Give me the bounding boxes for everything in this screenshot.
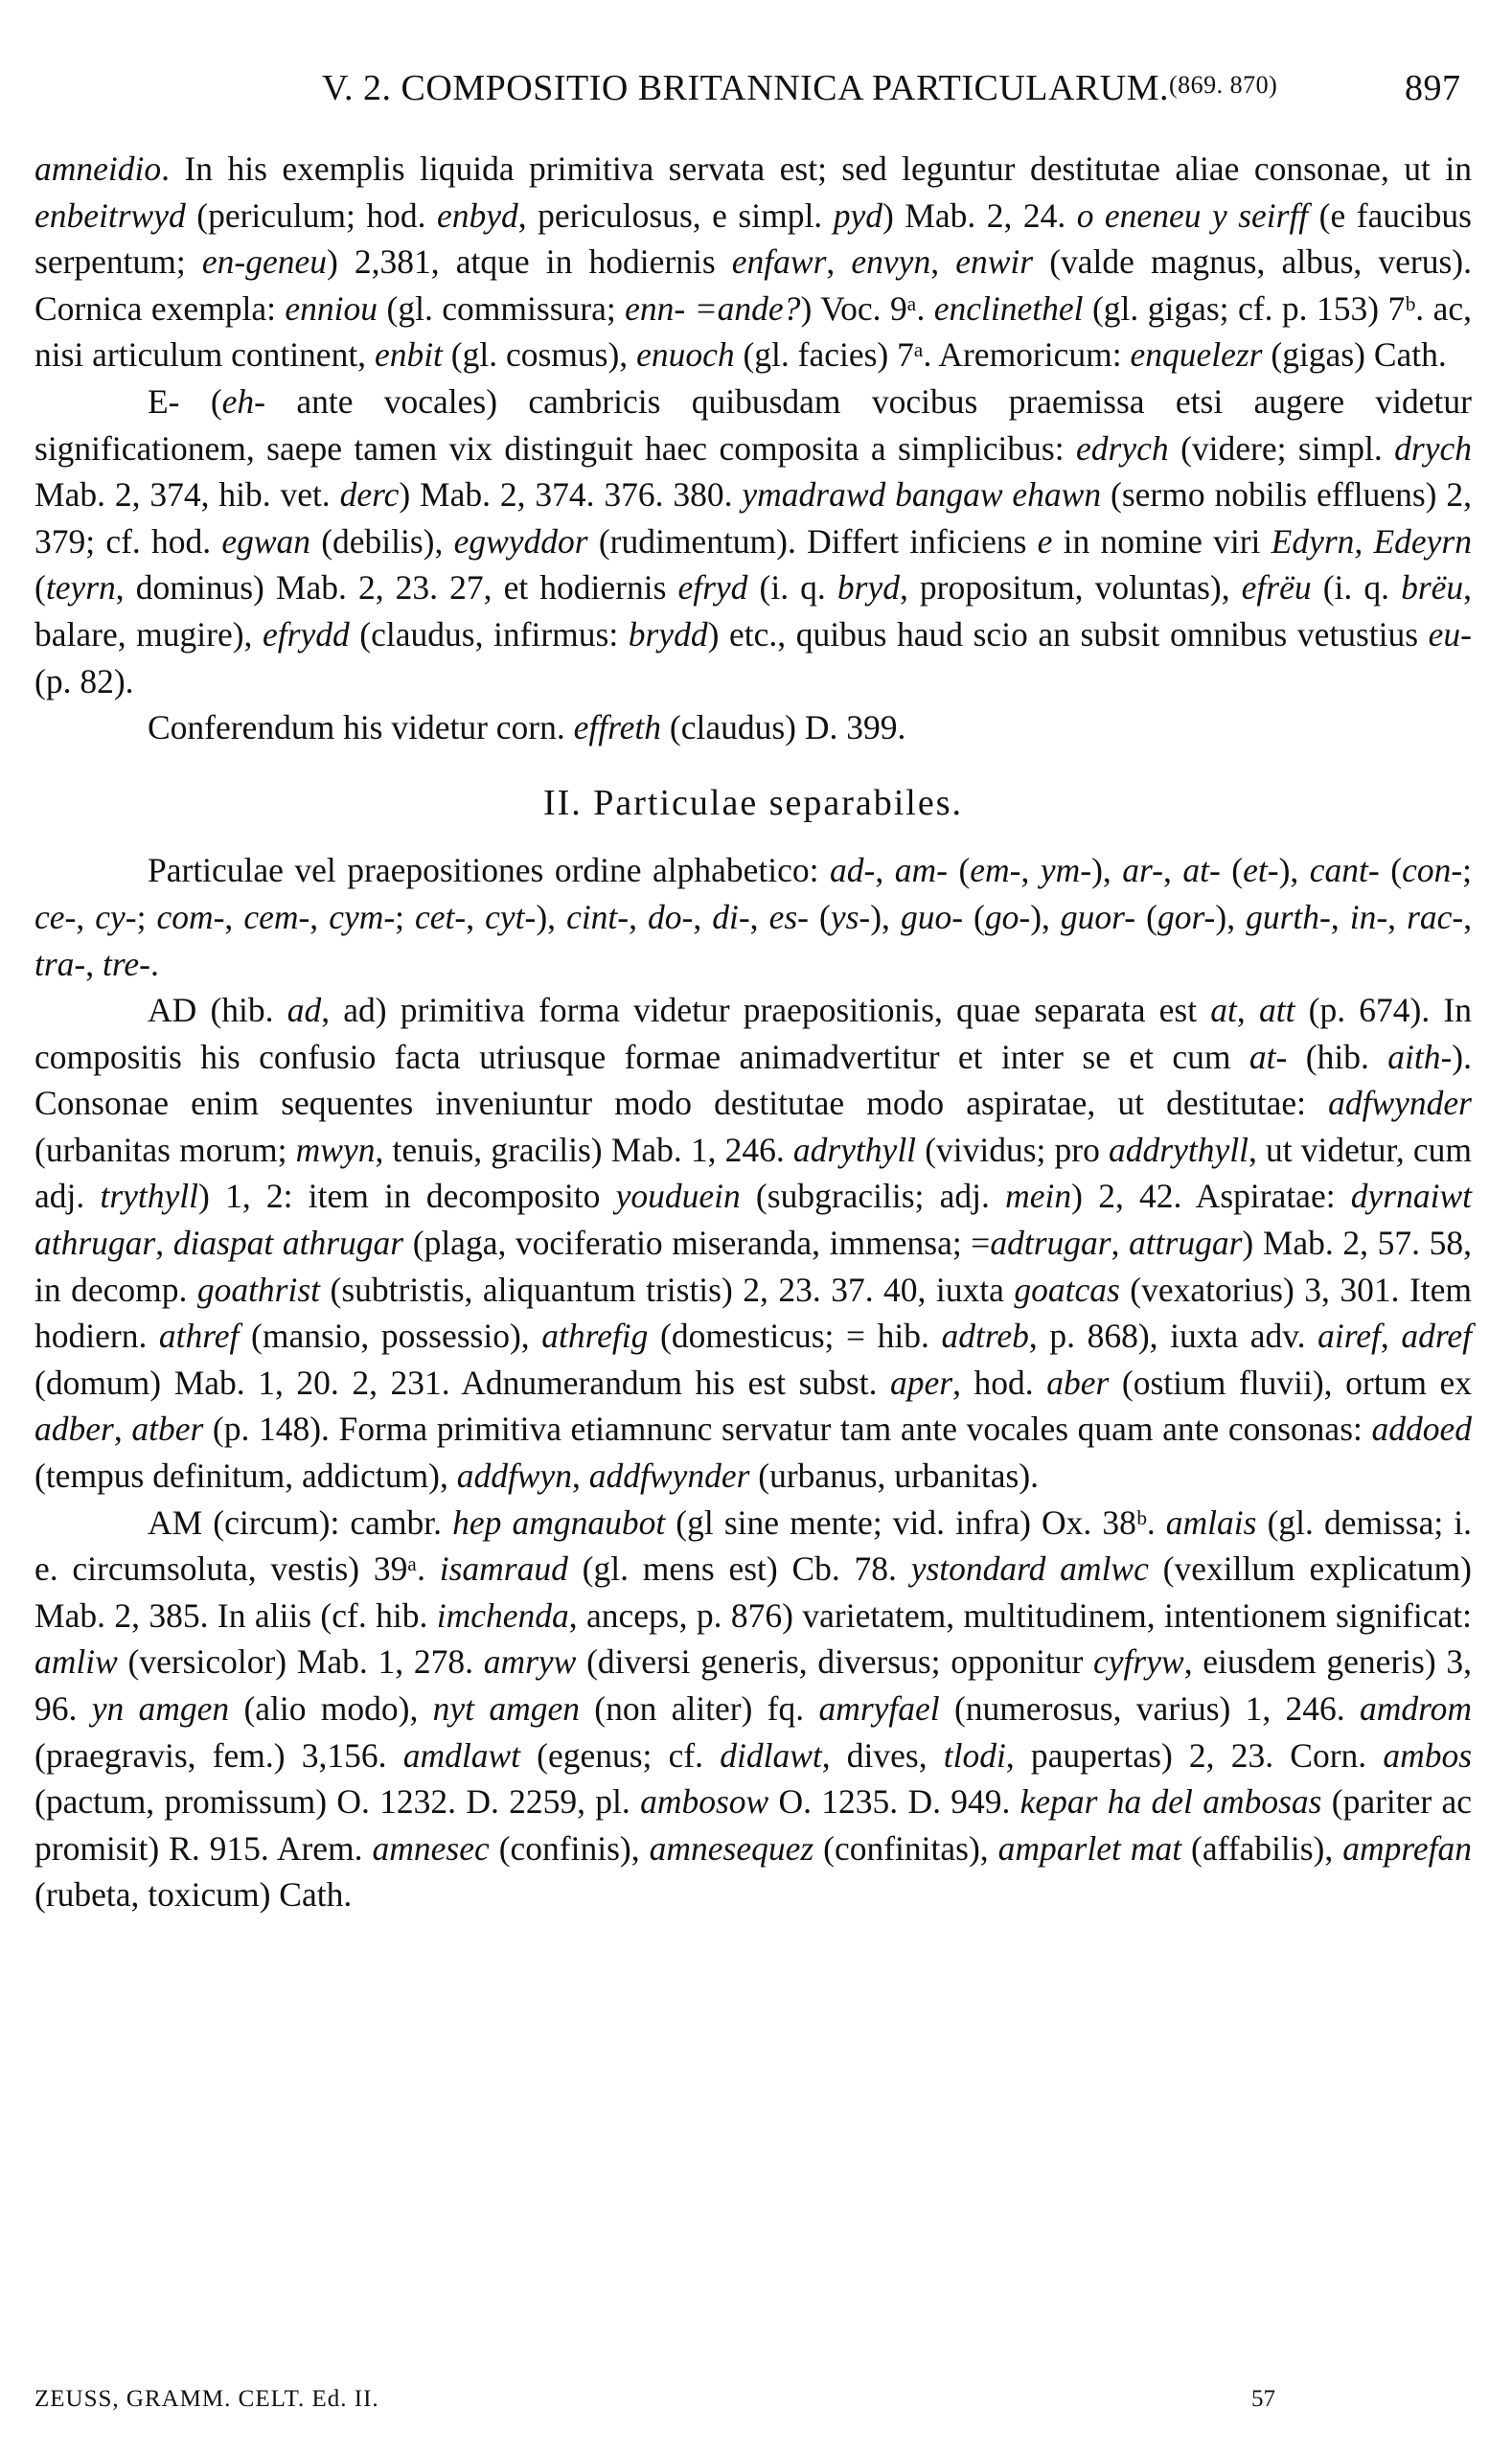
- italic-term: hep amgnaubot: [452, 1503, 666, 1542]
- text-run: ,: [113, 1410, 132, 1449]
- italic-term: amnesequez: [649, 1828, 814, 1868]
- text-run: (: [1135, 897, 1157, 936]
- italic-term: enuoch: [636, 335, 735, 375]
- running-head: [34, 38, 1472, 108]
- text-run: ,: [224, 897, 244, 936]
- text-run: ,: [875, 851, 895, 890]
- text-run: (tempus definitum, addictum),: [34, 1457, 457, 1496]
- paragraph-conferendum: [34, 704, 1472, 751]
- italic-term: enfawr: [731, 242, 827, 282]
- text-run: (versicolor) Mab. 1, 278.: [117, 1642, 484, 1682]
- italic-term: bryd: [836, 568, 900, 608]
- italic-term: amlais: [1165, 1503, 1257, 1542]
- italic-term: enbit: [374, 335, 443, 375]
- running-title: V. 2. COMPOSITIO BRITANNICA PARTICULARUM.: [322, 68, 1170, 108]
- italic-term: enbeitrwyd: [34, 195, 186, 235]
- text-run: (gl. commissura;: [378, 288, 626, 328]
- text-run: (subtristis, aliquantum tristis) 2, 23. 37. 40, iuxta: [320, 1270, 1015, 1309]
- text-run: (rubeta, toxicum) Cath.: [34, 1875, 353, 1915]
- text-run: (gl. demissa; i. e. circumsoluta, vestis) 39ᵃ.: [34, 1503, 1473, 1589]
- text-run: .: [149, 944, 159, 983]
- text-run: (claudus) D. 399.: [661, 708, 906, 747]
- italic-term: kepar ha del ambosas: [1019, 1782, 1322, 1822]
- text-run: ,: [1020, 851, 1041, 890]
- italic-term: et-: [1243, 851, 1279, 890]
- text-run: (rudimentum). Differt inficiens: [587, 521, 1038, 561]
- text-run: (: [1220, 851, 1244, 890]
- text-run: , anceps, p. 876) varietatem, multitudinem, intentionem significat:: [568, 1595, 1472, 1635]
- italic-term: at-: [1249, 1037, 1288, 1076]
- text-run: in nomine viri: [1052, 521, 1271, 561]
- italic-term: att: [1258, 991, 1295, 1030]
- paragraph-amneidio: [34, 146, 1472, 379]
- text-run: , propositum, voluntas),: [899, 568, 1242, 608]
- text-run: ). Consonae enim sequentes inveniuntur modo destitutae modo aspiratae, ut destitutae:: [34, 1037, 1472, 1123]
- italic-term: rac-: [1407, 897, 1464, 936]
- text-run: ;: [1462, 851, 1473, 890]
- italic-term: Edyrn, Edeyrn: [1271, 521, 1472, 561]
- italic-term: aith-: [1387, 1037, 1453, 1076]
- text-run: (diversi generis, diversus; opponitur: [576, 1642, 1094, 1682]
- italic-term: drych: [1394, 428, 1472, 468]
- text-run: , p. 868), iuxta adv.: [1028, 1317, 1318, 1356]
- italic-term: addoed: [1371, 1410, 1473, 1449]
- italic-term: enquelezr: [1130, 335, 1263, 375]
- italic-term: edrych: [1076, 428, 1169, 468]
- text-run: (confinis),: [489, 1828, 650, 1868]
- italic-term: attrugar: [1129, 1224, 1243, 1263]
- text-run: ,: [466, 897, 486, 936]
- paragraph-am: [34, 1500, 1472, 1918]
- italic-term: amparlet mat: [997, 1828, 1182, 1868]
- section-heading: II. Particulae separabiles.: [542, 782, 964, 823]
- italic-term: mein: [1005, 1177, 1072, 1216]
- text-run: ;: [136, 897, 157, 936]
- text-run: (domum) Mab. 1, 20. 2, 231. Adnumerandum his est subst.: [34, 1363, 891, 1402]
- italic-term: adtrugar: [990, 1224, 1111, 1263]
- text-run: ,: [1387, 897, 1408, 936]
- italic-term: gor-: [1157, 897, 1216, 936]
- italic-term: eh-: [221, 381, 266, 421]
- text-run: , eiusdem generis) 3, 96.: [34, 1642, 1473, 1728]
- italic-term: tre-: [103, 944, 150, 983]
- italic-term: amneidio: [34, 149, 162, 188]
- text-run: ),: [870, 897, 901, 936]
- italic-term: efrëu: [1241, 568, 1312, 608]
- text-run: (: [947, 851, 971, 890]
- italic-term: trythyll: [100, 1177, 199, 1216]
- italic-term: enclinethel: [933, 288, 1084, 328]
- italic-term: enwir: [955, 242, 1034, 282]
- paragraph-ad: [34, 987, 1472, 1500]
- text-run: (gl. facies) 7ᵃ. Aremoricum:: [734, 335, 1131, 375]
- italic-term: amdlawt: [402, 1735, 520, 1775]
- text-run: (urbanitas morum;: [34, 1130, 296, 1169]
- italic-term: enn- =ande?: [625, 288, 801, 328]
- text-run: ,: [930, 242, 956, 282]
- italic-term: egwan: [221, 521, 310, 561]
- text-run: , dominus) Mab. 2, 23. 27, et hodiernis: [115, 568, 678, 608]
- text-run: (p. 148). Forma primitiva etiamnunc servatur tam ante vocales quam ante consonas:: [203, 1410, 1372, 1449]
- text-run: (: [963, 897, 985, 936]
- text-run: ),: [1278, 851, 1310, 890]
- italic-term: amprefan: [1342, 1828, 1472, 1868]
- italic-term: ad: [286, 991, 322, 1030]
- italic-term: imchenda: [436, 1595, 569, 1635]
- text-run: ),: [1091, 851, 1123, 890]
- text-run: (praegravis, fem.) 3,156.: [34, 1735, 403, 1775]
- italic-term: ystondard amlwc: [910, 1549, 1149, 1589]
- text-run: ),: [1030, 897, 1061, 936]
- text-run: (ostium fluvii), ortum ex: [1109, 1363, 1473, 1402]
- text-run: (gl. gigas; cf. p. 153) 7ᵇ. ac, nisi articulum continent,: [34, 288, 1473, 375]
- text-run: ,: [572, 1457, 589, 1496]
- text-run: E- (: [148, 381, 222, 421]
- italic-term: adrythyll: [792, 1130, 917, 1169]
- footer: [34, 2386, 1472, 2424]
- paragraph-particulae: [34, 847, 1472, 987]
- italic-term: envyn: [851, 242, 931, 282]
- text-run: AM (circum): cambr.: [148, 1503, 453, 1542]
- text-run: ,: [1463, 897, 1473, 936]
- italic-term: cet-: [415, 897, 467, 936]
- text-run: (videre; simpl.: [1168, 428, 1395, 468]
- italic-term: go-: [984, 897, 1031, 936]
- text-run: (gl. cosmus),: [442, 335, 637, 375]
- italic-term: diaspat athrugar: [172, 1224, 404, 1263]
- text-run: (plaga, vociferatio miseranda, immensa; =: [403, 1224, 991, 1263]
- text-run: ,: [826, 242, 852, 282]
- italic-term: o eneneu y seirff: [1076, 195, 1309, 235]
- italic-term: cy-: [95, 897, 137, 936]
- text-run: ,: [629, 897, 649, 936]
- italic-term: goatcas: [1014, 1270, 1120, 1309]
- text-run: ;: [395, 897, 416, 936]
- text-run: (p. 82).: [34, 661, 134, 700]
- text-run: ,: [1162, 851, 1183, 890]
- text-run: (non aliter) fq.: [579, 1689, 819, 1728]
- text-run: (numerosus, varius) 1, 246.: [939, 1689, 1360, 1728]
- italic-term: am-: [894, 851, 948, 890]
- italic-term: cyt-: [485, 897, 537, 936]
- text-run: ,: [309, 897, 330, 936]
- text-run: ,: [1236, 991, 1259, 1030]
- italic-term: con-: [1402, 851, 1463, 890]
- italic-term: ce-: [34, 897, 77, 936]
- text-run: ) 1, 2: item in decomposito: [198, 1177, 616, 1216]
- text-run: O. 1235. D. 949.: [768, 1782, 1020, 1822]
- italic-term: adref: [1401, 1317, 1472, 1356]
- text-run: ) Mab. 2, 24.: [882, 195, 1077, 235]
- text-run: ) Mab. 2, 374. 376. 380.: [399, 475, 743, 515]
- italic-term: guo-: [900, 897, 964, 936]
- text-run: (gigas) Cath.: [1262, 335, 1447, 375]
- paragraph-e-prefix: [34, 379, 1472, 704]
- italic-term: amliw: [34, 1642, 118, 1682]
- text-run: (mansio, possessio),: [239, 1317, 542, 1356]
- italic-term: cint-: [566, 897, 630, 936]
- text-run: (vexillum explicatum) Mab. 2, 385. In aliis (cf. hib.: [34, 1549, 1472, 1635]
- italic-term: enniou: [285, 288, 378, 328]
- text-run: Particulae vel praepositiones ordine alphabetico:: [148, 851, 831, 890]
- italic-term: cyfryw: [1093, 1642, 1184, 1682]
- italic-term: eu-: [1428, 614, 1472, 654]
- italic-term: yn amgen: [91, 1689, 230, 1728]
- italic-term: do-: [648, 897, 694, 936]
- text-run: (: [1379, 851, 1403, 890]
- italic-term: en-geneu: [201, 242, 327, 282]
- italic-term: effreth: [573, 708, 661, 747]
- italic-term: at-: [1182, 851, 1221, 890]
- text-run: , ut videtur, cum adj.: [34, 1130, 1472, 1216]
- text-run: , balare, mugire),: [34, 568, 1473, 654]
- text-run: (: [34, 568, 46, 608]
- text-run: (valde magnus, albus, verus). Cornica exempla:: [34, 242, 1473, 328]
- text-run: ) 2, 42. Aspiratae:: [1071, 1177, 1351, 1216]
- text-run: (: [808, 897, 831, 936]
- italic-term: in-: [1349, 897, 1388, 936]
- italic-term: amdrom: [1359, 1689, 1473, 1728]
- italic-term: com-: [156, 897, 225, 936]
- italic-term: adtreb: [941, 1317, 1029, 1356]
- italic-term: dyrnaiwt athrugar: [34, 1177, 1473, 1263]
- italic-term: amryw: [483, 1642, 577, 1682]
- italic-term: adber: [34, 1410, 114, 1449]
- text-run: (hib.: [1287, 1037, 1388, 1076]
- text-run: (gl sine mente; vid. infra) Ox. 38ᵇ.: [665, 1503, 1166, 1542]
- text-run: , periculosus, e simpl.: [517, 195, 834, 235]
- italic-term: at: [1210, 991, 1237, 1030]
- italic-term: didlawt: [720, 1735, 822, 1775]
- italic-term: cym-: [329, 897, 396, 936]
- text-run: ) 2,381, atque in hodiernis: [326, 242, 732, 282]
- italic-term: e: [1037, 521, 1053, 561]
- text-run: , hod.: [952, 1363, 1047, 1402]
- italic-term: gurth-: [1246, 897, 1331, 936]
- text-run: . In his exemplis liquida primitiva servata est; sed leguntur destitutae aliae consonae, ut in: [161, 149, 1472, 188]
- italic-term: cant-: [1309, 851, 1380, 890]
- text-run: (vividus; pro: [916, 1130, 1110, 1169]
- italic-term: atber: [131, 1410, 204, 1449]
- italic-term: egwyddor: [453, 521, 588, 561]
- text-run: (domesticus; = hib.: [648, 1317, 942, 1356]
- italic-term: athref: [158, 1317, 240, 1356]
- text-run: (alio modo),: [229, 1689, 433, 1728]
- page-number: 897: [1405, 68, 1461, 108]
- text-run: (periculum; hod.: [185, 195, 437, 235]
- text-run: (urbanus, urbanitas).: [749, 1457, 1040, 1496]
- italic-term: brydd: [628, 614, 708, 654]
- text-run: Conferendum his videtur corn.: [148, 708, 574, 747]
- italic-term: addfwyn: [456, 1457, 573, 1496]
- italic-term: ymadrawd bangaw ehawn: [742, 475, 1102, 515]
- footer-sheet-number: 57: [1251, 2386, 1275, 2412]
- italic-term: mwyn: [295, 1130, 376, 1169]
- page: [34, 38, 1472, 2434]
- text-run: ) Mab. 2, 57. 58, in decomp.: [34, 1224, 1472, 1309]
- italic-term: ambos: [1383, 1735, 1473, 1775]
- text-run: (vexatorius) 3, 301. Item hodiern.: [34, 1270, 1472, 1356]
- text-run: (egenus; cf.: [519, 1735, 721, 1775]
- text-run: (i. q.: [747, 568, 837, 608]
- text-run: ,: [1380, 1317, 1402, 1356]
- text-run: , tenuis, gracilis) Mab. 1, 246.: [375, 1130, 793, 1169]
- text-run: (sermo nobilis effluens) 2, 379; cf. hod.: [34, 475, 1473, 561]
- italic-term: isamraud: [439, 1549, 568, 1589]
- italic-term: em-: [970, 851, 1021, 890]
- text-run: ) Voc. 9ᵃ.: [800, 288, 934, 328]
- text-run: ante vocales) cambricis quibusdam vocibus praemissa etsi augere videtur significationem, saepe tamen vix distinguit haec composita a simplicibus:: [34, 381, 1472, 468]
- italic-term: ambosow: [640, 1782, 769, 1822]
- text-run: ),: [536, 897, 567, 936]
- italic-term: youduein: [615, 1177, 741, 1216]
- italic-term: goathrist: [196, 1270, 321, 1309]
- text-run: (i. q.: [1311, 568, 1402, 608]
- italic-term: tlodi: [943, 1735, 1006, 1775]
- text-run: ) etc., quibus haud scio an subsit omnibus vetustius: [707, 614, 1429, 654]
- text-run: (debilis),: [310, 521, 454, 561]
- italic-term: amryfael: [818, 1689, 940, 1728]
- text-run: (gl. mens est) Cb. 78.: [567, 1549, 911, 1589]
- text-run: ,: [85, 944, 103, 983]
- italic-term: addrythyll: [1109, 1130, 1249, 1169]
- text-run: (claudus, infirmus:: [349, 614, 629, 654]
- italic-term: athrefig: [541, 1317, 649, 1356]
- italic-term: tra-: [34, 944, 86, 983]
- text-run: ,: [749, 897, 769, 936]
- italic-term: ad-: [830, 851, 876, 890]
- italic-term: enbyd: [436, 195, 518, 235]
- italic-term: teyrn: [45, 568, 116, 608]
- text-run: Mab. 2, 374, hib. vet.: [34, 475, 340, 515]
- text-run: ,: [1111, 1224, 1130, 1263]
- italic-term: cem-: [243, 897, 310, 936]
- italic-term: derc: [339, 475, 400, 515]
- text-run: (p. 674). In compositis his confusio facta utriusque formae animadvertitur et inter se et cum: [34, 991, 1472, 1076]
- italic-term: nyt amgen: [432, 1689, 580, 1728]
- text-run: , paupertas) 2, 23. Corn.: [1005, 1735, 1384, 1775]
- body-text: [34, 146, 1472, 1918]
- italic-term: es-: [768, 897, 809, 936]
- italic-term: pyd: [833, 195, 882, 235]
- italic-term: efryd: [677, 568, 748, 608]
- italic-term: guor-: [1060, 897, 1136, 936]
- italic-term: ys-: [830, 897, 871, 936]
- text-run: ),: [1215, 897, 1247, 936]
- text-run: ,: [1330, 897, 1350, 936]
- italic-term: airef: [1317, 1317, 1381, 1356]
- text-run: ,: [693, 897, 713, 936]
- italic-term: aper: [890, 1363, 953, 1402]
- text-run: (pactum, promissum) O. 1232. D. 2259, pl.: [34, 1782, 641, 1822]
- text-run: (subgracilis; adj.: [740, 1177, 1006, 1216]
- text-run: (e faucibus serpentum;: [34, 195, 1472, 282]
- italic-term: ar-: [1122, 851, 1163, 890]
- footer-signature: ZEUSS, GRAMM. CELT. Ed. II.: [34, 2386, 379, 2412]
- italic-term: ym-: [1040, 851, 1092, 890]
- italic-term: di-: [712, 897, 750, 936]
- section-numbers: (869. 870): [1169, 71, 1278, 99]
- text-run: , ad) primitiva forma videtur praepositionis, quae separata est: [321, 991, 1211, 1030]
- italic-term: amnesec: [372, 1828, 490, 1868]
- text-run: ,: [76, 897, 96, 936]
- italic-term: brëu: [1401, 568, 1464, 608]
- italic-term: aber: [1046, 1363, 1110, 1402]
- text-run: (confinitas),: [813, 1828, 998, 1868]
- italic-term: efrydd: [263, 614, 350, 654]
- text-run: , dives,: [821, 1735, 944, 1775]
- text-run: AD (hib.: [148, 991, 287, 1030]
- text-run: ,: [155, 1224, 173, 1263]
- italic-term: addfwynder: [588, 1457, 750, 1496]
- text-run: (affabilis),: [1181, 1828, 1343, 1868]
- text-run: (pariter ac promisit) R. 915. Arem.: [34, 1782, 1473, 1868]
- italic-term: adfwynder: [1328, 1084, 1472, 1123]
